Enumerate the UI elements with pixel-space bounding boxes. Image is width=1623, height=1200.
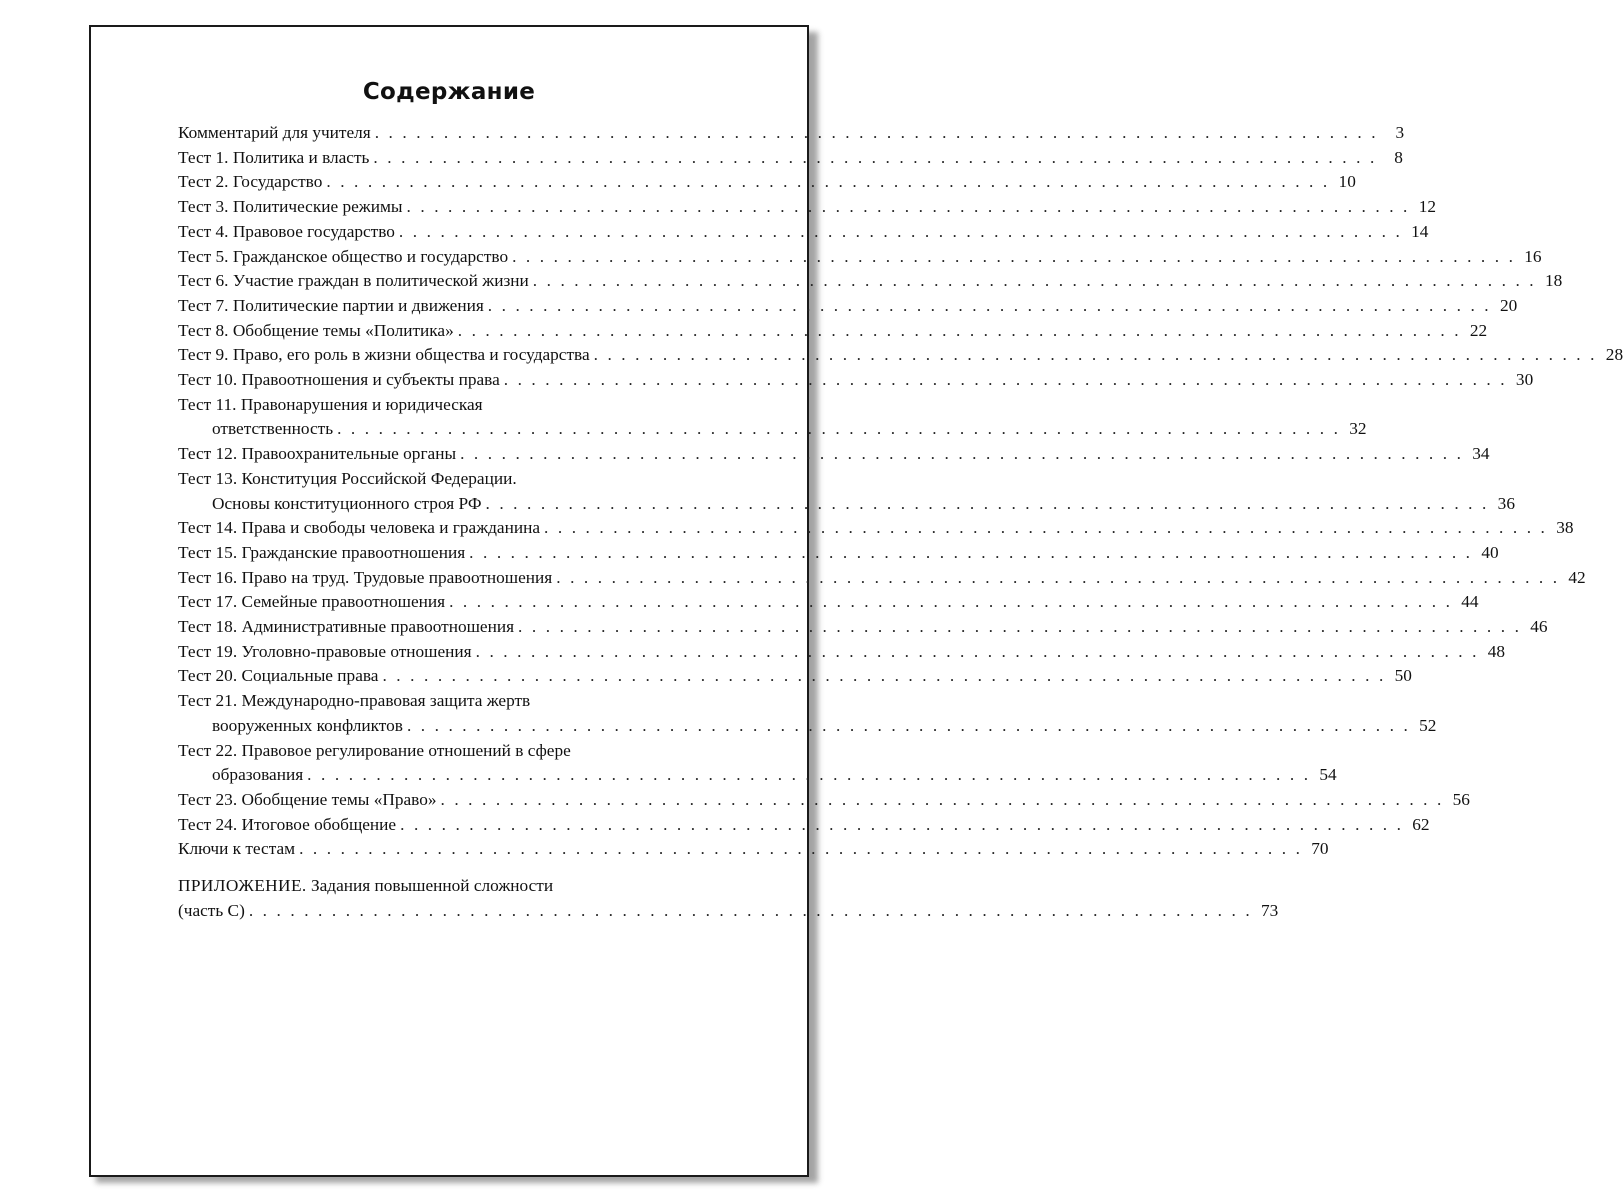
toc-entry[interactable]: [178, 788, 1470, 813]
toc-entry-text: Тест 21. Международно-правовая защита жертв: [178, 691, 531, 711]
toc-entry-text: Тест 2. Государство: [178, 172, 323, 192]
page-number: 54: [1319, 765, 1337, 785]
toc-entry-text: Тест 4. Правовое государство: [178, 221, 395, 241]
dot-leader: . . . . . . . . . . . . . . . . . . . . . . . . . . . . . . . . . . . . . . . . . . . . . . . . . . . . . . . . . . . . . . . . . . . . . . . . .: [512, 246, 1516, 266]
toc-entry-line: [178, 442, 1490, 467]
toc-entry[interactable]: [178, 442, 1490, 467]
page-number: 38: [1556, 518, 1574, 538]
toc-entry-line: [178, 319, 1488, 344]
toc-entry-line: [178, 121, 1405, 146]
toc-entry[interactable]: [178, 739, 1337, 788]
toc-entry[interactable]: [178, 590, 1479, 615]
appendix-label: ПРИЛОЖЕНИЕ.: [178, 876, 307, 896]
toc-entry[interactable]: [178, 146, 1403, 171]
toc-entry[interactable]: [178, 170, 1356, 195]
dot-leader: . . . . . . . . . . . . . . . . . . . . . . . . . . . . . . . . . . . . . . . . . . . . . . . . . . . . . . . . . . . . . . . . . . . . . . . . .: [398, 221, 1403, 241]
dot-leader: . . . . . . . . . . . . . . . . . . . . . . . . . . . . . . . . . . . . . . . . . . . . . . . . . . . . . . . . . . . . . . . . . . . . . . . . .: [449, 592, 1453, 612]
toc-entry[interactable]: [178, 269, 1563, 294]
toc-entry-line: [178, 714, 1437, 739]
toc-entry-text: Тест 7. Политические партии и движения: [178, 295, 484, 315]
page-number: 73: [1261, 900, 1279, 920]
toc-entry[interactable]: [178, 121, 1405, 146]
toc-entry-line: [178, 615, 1548, 640]
toc-entry[interactable]: [178, 615, 1548, 640]
toc-entry-line: [178, 170, 1356, 195]
toc-entry-text: Тест 11. Правонарушения и юридическая: [178, 394, 483, 414]
toc-entry[interactable]: [178, 294, 1518, 319]
toc-entry-line: [178, 664, 1412, 689]
book-page: [89, 25, 1623, 1177]
appendix-entry[interactable]: [178, 874, 1279, 923]
page-title: Содержание: [362, 79, 536, 105]
toc-entry-line: [178, 195, 1436, 220]
toc-entry-line: [178, 689, 700, 714]
toc-entry-line: [178, 343, 1623, 368]
toc-entry-text: Тест 16. Право на труд. Трудовые правоотношения: [178, 567, 553, 587]
toc-entry[interactable]: [178, 220, 1429, 245]
toc-entry-text: (часть С): [178, 900, 245, 920]
page-number: 70: [1311, 839, 1329, 859]
page-number: 62: [1412, 814, 1430, 834]
toc-entry-line: [178, 541, 1499, 566]
page-number: 20: [1499, 295, 1518, 315]
dot-leader: . . . . . . . . . . . . . . . . . . . . . . . . . . . . . . . . . . . . . . . . . . . . . . . . . . . . . . . . . . . . . . . . . . . . . . . . .: [532, 271, 1537, 291]
toc-entry-text: Тест 12. Правоохранительные органы: [178, 444, 457, 464]
toc-entry-text: Тест 22. Правовое регулирование отношений в сфере: [178, 740, 571, 760]
toc-entry-line: [178, 874, 700, 899]
page-number: 30: [1515, 370, 1534, 390]
page-number: 32: [1349, 419, 1367, 439]
toc-entry-text: Тест 5. Гражданское общество и государство: [178, 246, 509, 266]
toc-entry[interactable]: [178, 368, 1534, 393]
toc-entry-line: [178, 739, 700, 764]
page-number: 28: [1605, 345, 1623, 365]
toc-entry-text: Тест 8. Обобщение темы «Политика»: [178, 320, 454, 340]
toc-entry-text: ответственность: [212, 419, 334, 439]
toc-entry-line: [178, 417, 1367, 442]
toc-entry-text: Тест 19. Уголовно-правовые отношения: [178, 641, 472, 661]
page-number: 3: [1395, 123, 1405, 142]
dot-leader: . . . . . . . . . . . . . . . . . . . . . . . . . . . . . . . . . . . . . . . . . . . . . . . . . . . . . . . . . . . . . . . . . . . . . . . . .: [440, 789, 1444, 809]
toc-entry-line: [178, 899, 1279, 924]
dot-leader: . . . . . . . . . . . . . . . . . . . . . . . . . . . . . . . . . . . . . . . . . . . . . . . . . . . . . . . . . . . . . . . . . . . . . . . . .: [460, 444, 1464, 464]
toc-entry-line: [178, 813, 1430, 838]
toc-entry-text: Тест 17. Семейные правоотношения: [178, 592, 446, 612]
toc-entry-text: Тест 14. Права и свободы человека и гражданина: [178, 518, 541, 538]
page-number: 56: [1452, 789, 1470, 809]
toc-entry-text: Тест 13. Конституция Российской Федерации.: [178, 468, 517, 488]
dot-leader: . . . . . . . . . . . . . . . . . . . . . . . . . . . . . . . . . . . . . . . . . . . . . . . . . . . . . . . . . . . . . . . . . . . . . . . . .: [556, 567, 1560, 587]
toc-entry-text: Комментарий для учителя: [178, 123, 371, 142]
toc-entry[interactable]: [178, 319, 1488, 344]
toc-entry-line: [178, 788, 1470, 813]
toc-entry-line: [178, 368, 1534, 393]
toc-entry-text: образования: [212, 765, 304, 785]
toc-entry-line: [178, 220, 1429, 245]
dot-leader: . . . . . . . . . . . . . . . . . . . . . . . . . . . . . . . . . . . . . . . . . . . . . . . . . . . . . . . . . . . . . . . . . . . . . . . . .: [406, 715, 1411, 735]
toc-entry[interactable]: [178, 467, 1515, 516]
toc-entry-text: Тест 6. Участие граждан в политической жизни: [178, 271, 529, 291]
toc-entry-text: Тест 3. Политические режимы: [178, 197, 403, 217]
page-number: 12: [1418, 197, 1436, 217]
toc-entry[interactable]: [178, 343, 1623, 368]
toc-entry-text: Тест 15. Гражданские правоотношения: [178, 542, 466, 562]
dot-leader: . . . . . . . . . . . . . . . . . . . . . . . . . . . . . . . . . . . . . . . . . . . . . . . . . . . . . . . . . . . . . . . . . . . . . . . . .: [307, 765, 1311, 785]
dot-leader: . . . . . . . . . . . . . . . . . . . . . . . . . . . . . . . . . . . . . . . . . . . . . . . . . . . . . . . . . . . . . . . . . . . . . . . . .: [487, 295, 1492, 315]
dot-leader: . . . . . . . . . . . . . . . . . . . . . . . . . . . . . . . . . . . . . . . . . . . . . . . . . . . . . . . . . . . . . . . . . . . . . . . . .: [475, 641, 1480, 661]
toc-entry-line: [178, 492, 1515, 517]
toc-entry-line: [178, 245, 1542, 270]
dot-leader: . . . . . . . . . . . . . . . . . . . . . . . . . . . . . . . . . . . . . . . . . . . . . . . . . . . . . . . . . . . . . . . . . . . . . . . . .: [374, 123, 1379, 142]
appendix-title: Задания повышенной сложности: [310, 876, 554, 896]
page-number: 50: [1394, 666, 1412, 686]
toc-entry[interactable]: [178, 837, 1329, 862]
toc-entry-text: Основы конституционного строя РФ: [212, 493, 482, 513]
section-gap: [178, 862, 700, 874]
page-number: 14: [1411, 221, 1429, 241]
toc-entry[interactable]: [178, 566, 1586, 591]
dot-leader: . . . . . . . . . . . . . . . . . . . . . . . . . . . . . . . . . . . . . . . . . . . . . . . . . . . . . . . . . . . . . . . . . . . . . . . . .: [248, 900, 1253, 920]
toc-entry[interactable]: [178, 245, 1542, 270]
toc-entry-line: [178, 269, 1563, 294]
toc-entry-text: Тест 23. Обобщение темы «Право»: [178, 789, 437, 809]
page-number: 22: [1469, 320, 1488, 340]
toc-entry[interactable]: [178, 689, 1437, 738]
dot-leader: . . . . . . . . . . . . . . . . . . . . . . . . . . . . . . . . . . . . . . . . . . . . . . . . . . . . . . . . . . . . . . . . . . . . . . . . .: [326, 172, 1330, 192]
toc-entry-text: Тест 10. Правоотношения и субъекты права: [178, 370, 500, 390]
dot-leader: . . . . . . . . . . . . . . . . . . . . . . . . . . . . . . . . . . . . . . . . . . . . . . . . . . . . . . . . . . . . . . . . . . . . . . . . .: [382, 666, 1386, 686]
page-number: 34: [1472, 444, 1490, 464]
page-number: 16: [1524, 246, 1542, 266]
toc-entry-text: Ключи к тестам: [178, 839, 296, 859]
toc-entry-text: Тест 20. Социальные права: [178, 666, 379, 686]
dot-leader: . . . . . . . . . . . . . . . . . . . . . . . . . . . . . . . . . . . . . . . . . . . . . . . . . . . . . . . . . . . . . . . . . . . . . . . . .: [337, 419, 1341, 439]
toc-entry-line: [178, 566, 1586, 591]
toc-entry[interactable]: [178, 640, 1506, 665]
toc-entry-text: Тест 9. Право, его роль в жизни общества и государства: [178, 345, 590, 365]
toc-entry[interactable]: [178, 664, 1412, 689]
toc-entry-line: [178, 590, 1479, 615]
dot-leader: . . . . . . . . . . . . . . . . . . . . . . . . . . . . . . . . . . . . . . . . . . . . . . . . . . . . . . . . . . . . . . . . . . . . . . . . .: [400, 814, 1404, 834]
dot-leader: . . . . . . . . . . . . . . . . . . . . . . . . . . . . . . . . . . . . . . . . . . . . . . . . . . . . . . . . . . . . . . . . . . . . . . . . .: [503, 370, 1508, 390]
page-number: 36: [1497, 493, 1515, 513]
page-number: 40: [1481, 542, 1499, 562]
dot-leader: . . . . . . . . . . . . . . . . . . . . . . . . . . . . . . . . . . . . . . . . . . . . . . . . . . . . . . . . . . . . . . . . . . . . . . . . .: [457, 320, 1462, 340]
dot-leader: . . . . . . . . . . . . . . . . . . . . . . . . . . . . . . . . . . . . . . . . . . . . . . . . . . . . . . . . . . . . . . . . . . . . . . . . .: [593, 345, 1598, 365]
page-number: 48: [1487, 641, 1506, 661]
dot-leader: . . . . . . . . . . . . . . . . . . . . . . . . . . . . . . . . . . . . . . . . . . . . . . . . . . . . . . . . . . . . . . . . . . . . . . . . .: [485, 493, 1489, 513]
toc-entry-line: [178, 516, 1574, 541]
page-number: 8: [1394, 147, 1403, 167]
toc-entry-line: [178, 393, 700, 418]
toc-entry[interactable]: [178, 516, 1574, 541]
toc-entry-line: [178, 837, 1329, 862]
toc-entry-line: [178, 146, 1403, 171]
dot-leader: . . . . . . . . . . . . . . . . . . . . . . . . . . . . . . . . . . . . . . . . . . . . . . . . . . . . . . . . . . . . . . . . . . . . . . . . .: [544, 518, 1548, 538]
toc-entry-text: Тест 24. Итоговое обобщение: [178, 814, 397, 834]
dot-leader: . . . . . . . . . . . . . . . . . . . . . . . . . . . . . . . . . . . . . . . . . . . . . . . . . . . . . . . . . . . . . . . . . . . . . . . . .: [406, 197, 1410, 217]
toc-entry[interactable]: [178, 195, 1436, 220]
page-number: 52: [1419, 715, 1437, 735]
toc-entry[interactable]: [178, 541, 1499, 566]
dot-leader: . . . . . . . . . . . . . . . . . . . . . . . . . . . . . . . . . . . . . . . . . . . . . . . . . . . . . . . . . . . . . . . . . . . . . . . . .: [373, 147, 1377, 167]
toc-entry-text: Тест 1. Политика и власть: [178, 147, 370, 167]
toc-entry-line: [178, 294, 1518, 319]
toc-entry-text: вооруженных конфликтов: [212, 715, 403, 735]
toc-entry[interactable]: [178, 393, 1367, 442]
toc-entry[interactable]: [178, 813, 1430, 838]
page-number: 44: [1461, 592, 1479, 612]
toc-entry-text: Тест 18. Административные правоотношения: [178, 617, 515, 637]
toc-entry-line: [178, 467, 700, 492]
page-number: 42: [1568, 567, 1586, 587]
toc-entry-line: [178, 763, 1337, 788]
dot-leader: . . . . . . . . . . . . . . . . . . . . . . . . . . . . . . . . . . . . . . . . . . . . . . . . . . . . . . . . . . . . . . . . . . . . . . . . .: [469, 542, 1473, 562]
toc-entry-line: [178, 640, 1506, 665]
dot-leader: . . . . . . . . . . . . . . . . . . . . . . . . . . . . . . . . . . . . . . . . . . . . . . . . . . . . . . . . . . . . . . . . . . . . . . . . .: [518, 617, 1522, 637]
toc-entry-text: [178, 874, 553, 899]
page-number: 10: [1338, 172, 1356, 192]
dot-leader: . . . . . . . . . . . . . . . . . . . . . . . . . . . . . . . . . . . . . . . . . . . . . . . . . . . . . . . . . . . . . . . . . . . . . . . . .: [299, 839, 1303, 859]
table-of-contents: [178, 121, 1623, 924]
page-number: 18: [1544, 271, 1563, 291]
page-number: 46: [1530, 617, 1548, 637]
